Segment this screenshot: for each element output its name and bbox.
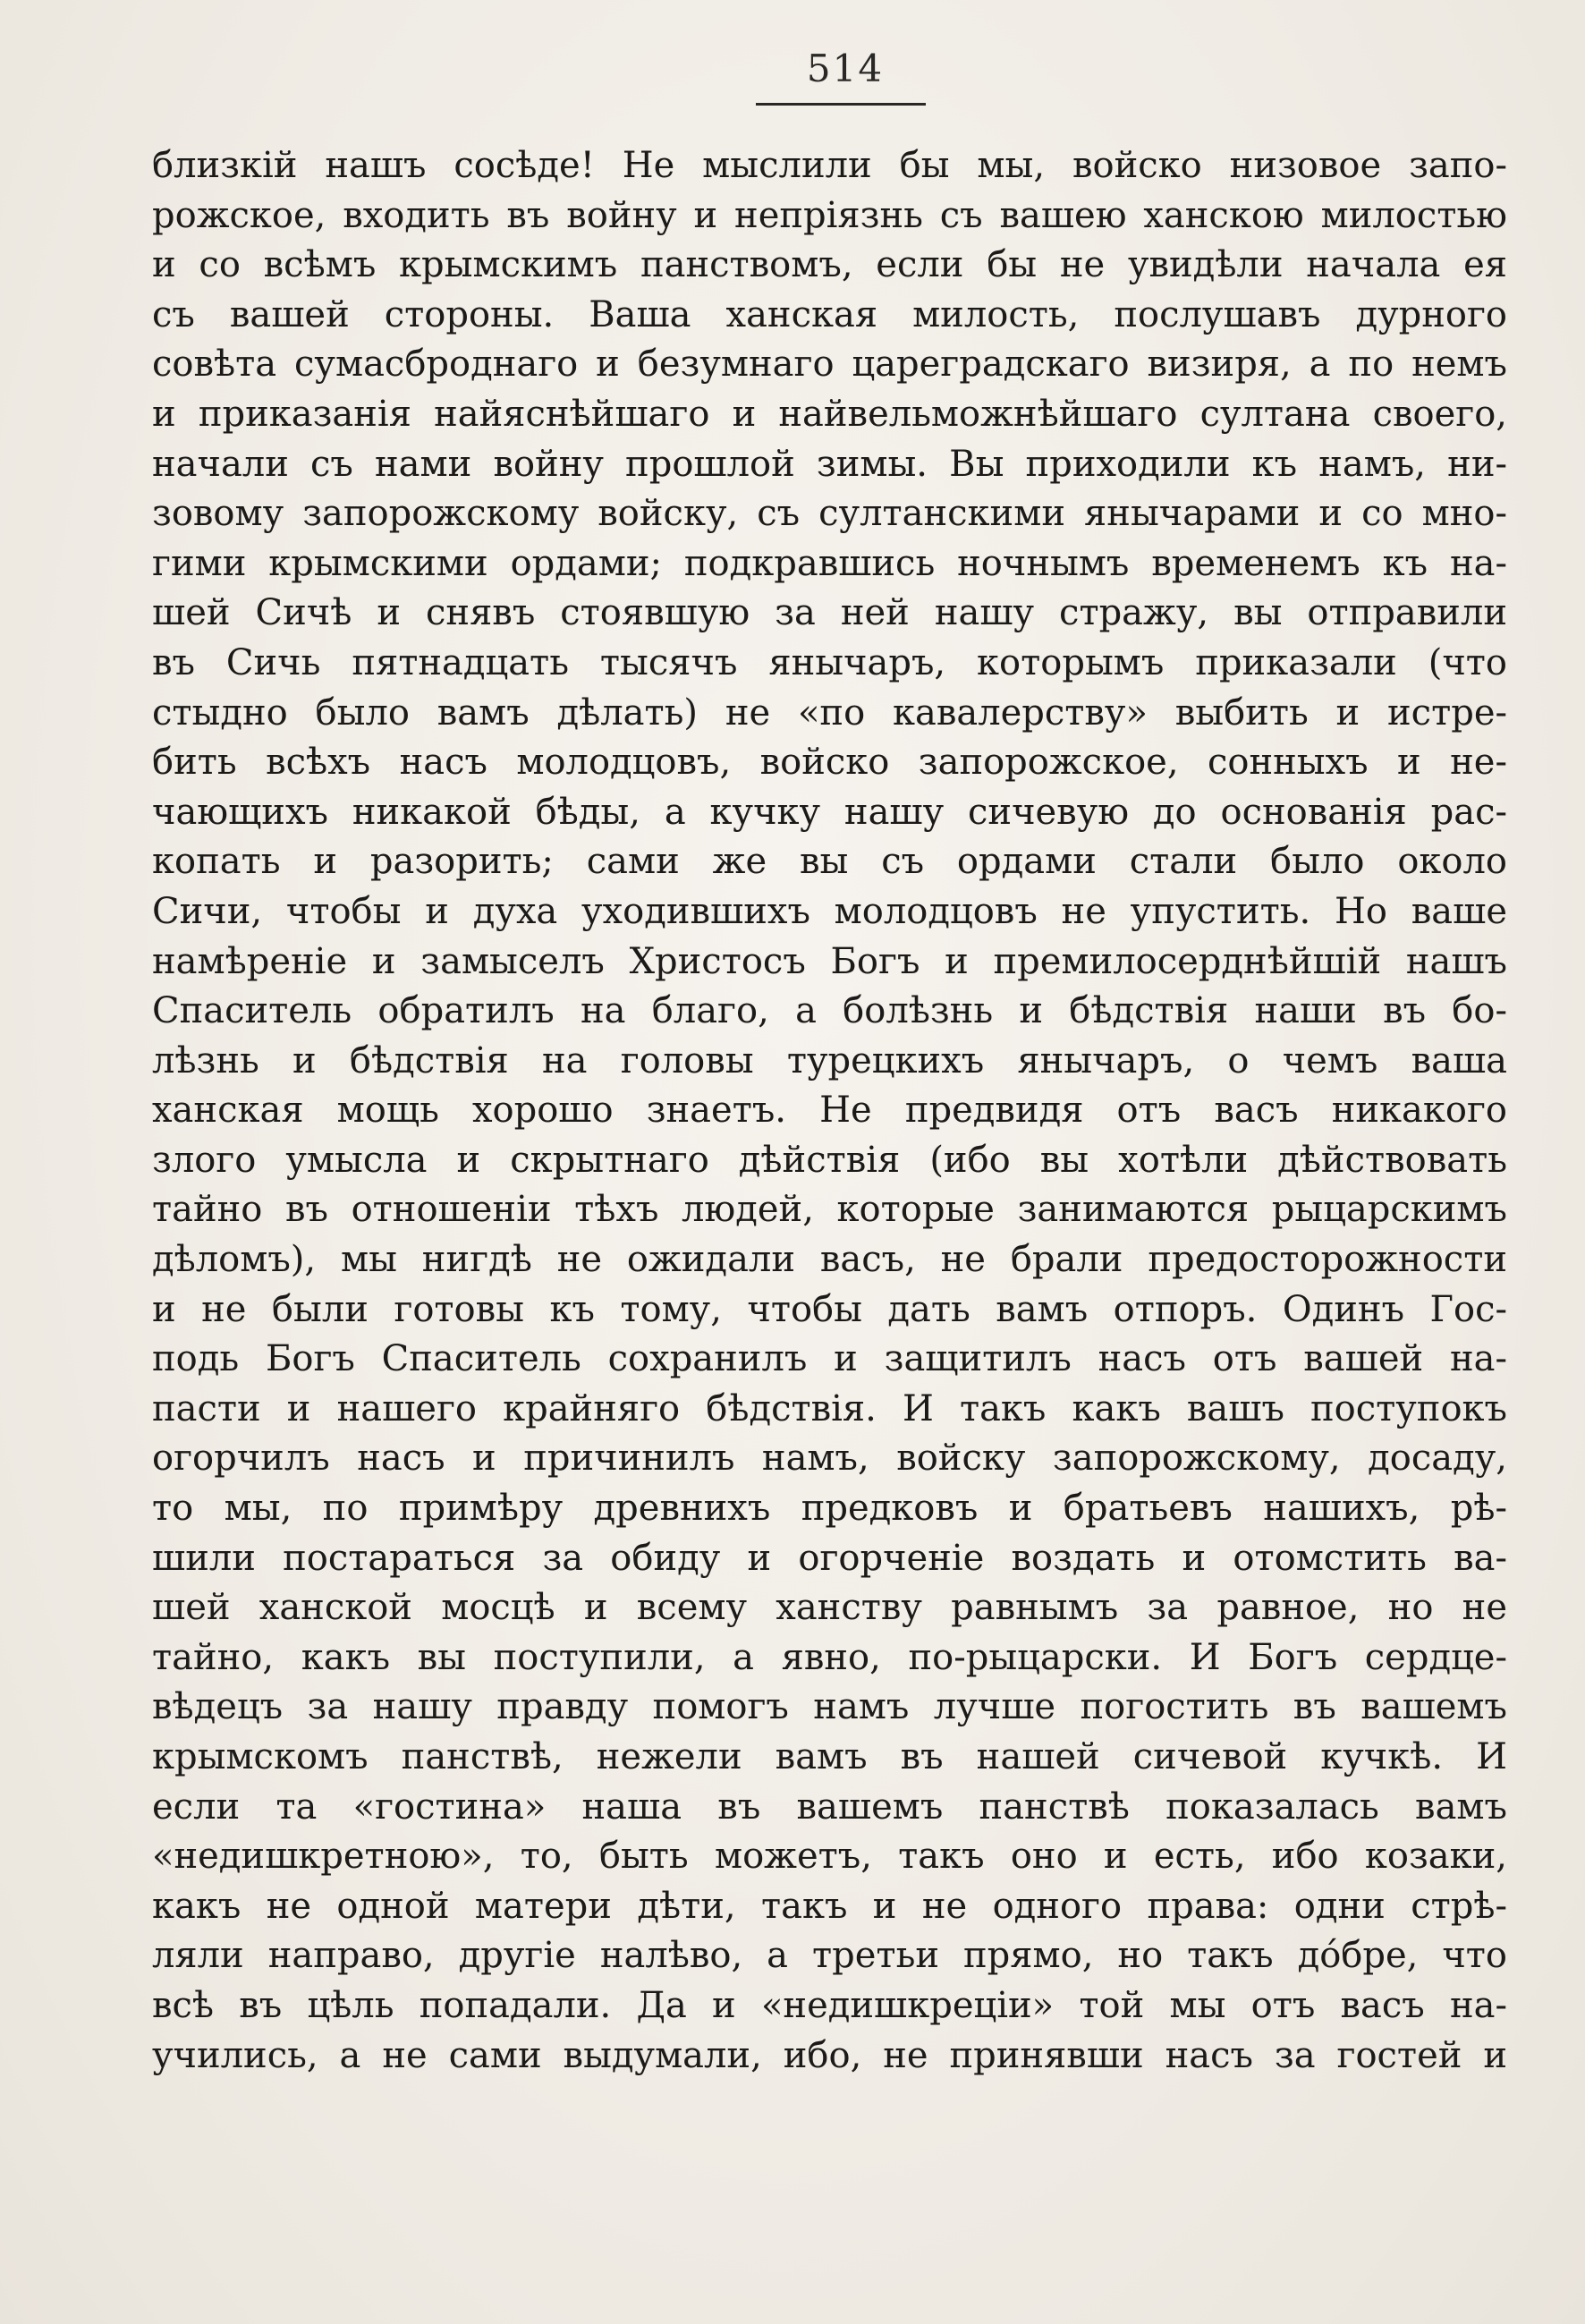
- text-line: «недишкретною», то, быть можетъ, такъ оно и есть, ибо козаки,: [152, 1836, 1507, 1878]
- text-line: вѣдецъ за нашу правду помогъ намъ лучше погостить въ вашемъ: [152, 1686, 1507, 1728]
- text-line: учились, а не сами выдумали, ибо, не принявши насъ за гостей и: [152, 2034, 1507, 2076]
- text-line: начали съ нами войну прошлой зимы. Вы приходили къ намъ, ни-: [152, 443, 1507, 485]
- text-line: и со всѣмъ крымскимъ панствомъ, если бы не увидѣли начала ея: [152, 244, 1507, 286]
- text-line: ляли направо, другіе налѣво, а третьи прямо, но такъ дóбре, что: [152, 1935, 1507, 1977]
- text-line: зовому запорожскому войску, съ султанскими янычарами и со мно-: [152, 493, 1507, 535]
- text-line: копать и разорить; сами же вы съ ордами стали было около: [152, 841, 1507, 883]
- text-line: въ Сичь пятнадцать тысячъ янычаръ, которымъ приказали (что: [152, 641, 1507, 683]
- text-line: тайно, какъ вы поступили, а явно, по-рыцарски. И Богъ сердце-: [152, 1636, 1507, 1678]
- text-line: огорчилъ насъ и причинилъ намъ, войску запорожскому, досаду,: [152, 1438, 1507, 1480]
- text-line: Спаситель обратилъ на благо, а болѣзнь и бѣдствія наши въ бо-: [152, 990, 1507, 1032]
- body-text: [152, 141, 1507, 2081]
- text-line: злого умысла и скрытнаго дѣйствія (ибо вы хотѣли дѣйствовать: [152, 1139, 1507, 1181]
- text-line: стыдно было вамъ дѣлать) не «по кавалерству» выбить и истре-: [152, 691, 1507, 734]
- page-number-rule: [756, 103, 926, 106]
- text-line: лѣзнь и бѣдствія на головы турецкихъ янычаръ, о чемъ ваша: [152, 1039, 1507, 1081]
- text-line: и приказанія найяснѣйшаго и найвельможнѣйшаго султана своего,: [152, 393, 1507, 435]
- text-line: шей Сичѣ и снявъ стоявшую за ней нашу стражу, вы отправили: [152, 592, 1507, 634]
- text-line: какъ не одной матери дѣти, такъ и не одного права: одни стрѣ-: [152, 1885, 1507, 1927]
- text-line: намѣреніе и замыселъ Христосъ Богъ и премилосерднѣйшій нашъ: [152, 940, 1507, 982]
- text-line: то мы, по примѣру древнихъ предковъ и братьевъ нашихъ, рѣ-: [152, 1488, 1507, 1530]
- text-line: если та «гостина» наша въ вашемъ панствѣ показалась вамъ: [152, 1785, 1507, 1828]
- text-line: пасти и нашего крайняго бѣдствія. И такъ какъ вашъ поступокъ: [152, 1387, 1507, 1429]
- text-line: гими крымскими ордами; подкравшись ночнымъ временемъ къ на-: [152, 542, 1507, 584]
- text-line: совѣта сумасброднаго и безумнаго цареградскаго визиря, а по немъ: [152, 344, 1507, 386]
- text-line: всѣ въ цѣль попадали. Да и «недишкреціи» той мы отъ васъ на-: [152, 1984, 1507, 2026]
- text-line: Сичи, чтобы и духа уходившихъ молодцовъ не упустить. Но ваше: [152, 890, 1507, 932]
- text-line: съ вашей стороны. Ваша ханская милость, послушавъ дурного: [152, 293, 1507, 335]
- page-number: 514: [806, 47, 885, 90]
- text-line: шей ханской мосцѣ и всему ханству равнымъ за равное, но не: [152, 1587, 1507, 1629]
- text-line: рожское, входить въ войну и непріязнь съ вашею ханскою милостью: [152, 194, 1507, 236]
- text-line: и не были готовы къ тому, чтобы дать вамъ отпоръ. Одинъ Гос-: [152, 1288, 1507, 1330]
- text-line: подь Богъ Спаситель сохранилъ и защитилъ насъ отъ вашей на-: [152, 1338, 1507, 1380]
- text-line: чающихъ никакой бѣды, а кучку нашу сичевую до основанія рас-: [152, 791, 1507, 833]
- text-line: бить всѣхъ насъ молодцовъ, войско запорожское, сонныхъ и не-: [152, 742, 1507, 784]
- text-line: ханская мощь хорошо знаетъ. Не предвидя отъ васъ никакого: [152, 1090, 1507, 1132]
- text-line: крымскомъ панствѣ, нежели вамъ въ нашей сичевой кучкѣ. И: [152, 1736, 1507, 1777]
- text-line: дѣломъ), мы нигдѣ не ожидали васъ, не брали предосторожности: [152, 1239, 1507, 1281]
- text-line: тайно въ отношеніи тѣхъ людей, которые занимаются рыцарскимъ: [152, 1189, 1507, 1231]
- text-line: шили постараться за обиду и огорченіе воздать и отомстить ва-: [152, 1537, 1507, 1579]
- text-line: близкій нашъ сосѣде! Не мыслили бы мы, войско низовое запо-: [152, 145, 1507, 186]
